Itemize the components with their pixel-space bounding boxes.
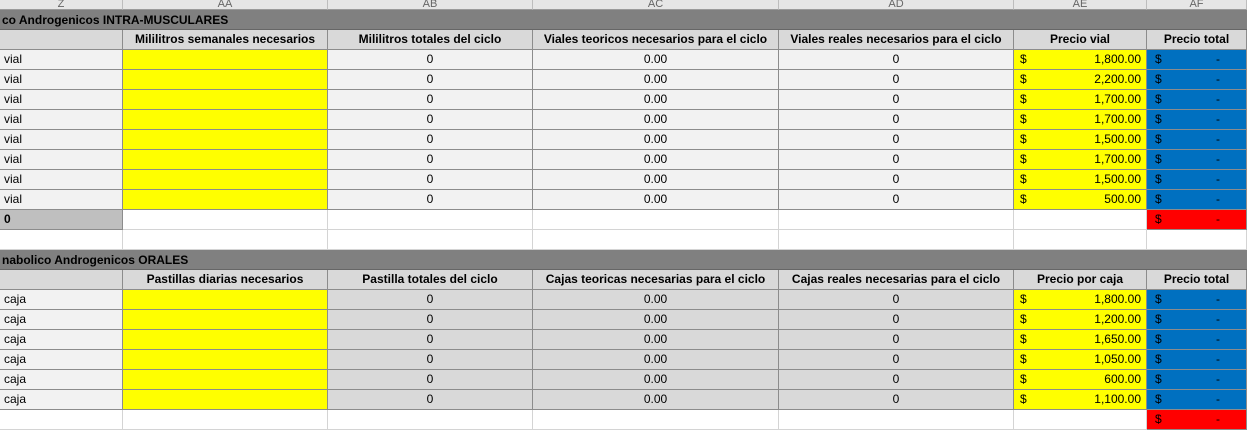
header-cell[interactable]: Precio vial <box>1014 30 1147 50</box>
unit-cell[interactable]: vial <box>0 130 123 150</box>
table-row <box>0 290 1247 310</box>
total-price-cell[interactable] <box>1147 190 1247 210</box>
section1-header-row <box>0 30 1247 50</box>
table-row <box>0 90 1247 110</box>
currency-symbol: $ <box>1020 192 1027 206</box>
theoretical-cell[interactable]: 0.00 <box>533 70 779 90</box>
column-header-ae[interactable]: AE <box>1014 0 1147 10</box>
unit-cell[interactable]: vial <box>0 170 123 190</box>
total-price-value: - <box>1216 352 1220 366</box>
theoretical-cell[interactable]: 0.00 <box>533 350 779 370</box>
unit-cell[interactable]: vial <box>0 150 123 170</box>
table-row <box>0 310 1247 330</box>
summary-cell[interactable]: 0 <box>0 210 123 230</box>
price-value: 1,800.00 <box>1094 52 1141 66</box>
input-cell[interactable] <box>123 310 328 330</box>
table-row <box>0 190 1247 210</box>
price-value: 1,700.00 <box>1094 152 1141 166</box>
price-cell[interactable] <box>1014 390 1147 410</box>
total-price-cell[interactable] <box>1147 390 1247 410</box>
input-cell[interactable] <box>123 50 328 70</box>
price-value: 1,800.00 <box>1094 292 1141 306</box>
price-value: 1,100.00 <box>1094 392 1141 406</box>
empty-cell[interactable] <box>123 410 328 430</box>
currency-symbol: $ <box>1155 92 1162 106</box>
currency-symbol: $ <box>1155 292 1162 306</box>
column-header-row <box>0 0 1247 10</box>
grand-total-value: - <box>1216 412 1220 426</box>
unit-cell[interactable]: caja <box>0 390 123 410</box>
header-cell[interactable] <box>0 30 123 50</box>
column-header-ab[interactable]: AB <box>328 0 533 10</box>
unit-cell[interactable]: vial <box>0 90 123 110</box>
total-cell[interactable]: 0 <box>328 110 533 130</box>
total-price-value: - <box>1216 292 1220 306</box>
empty-row <box>0 230 1247 250</box>
input-cell[interactable] <box>123 150 328 170</box>
total-price-value: - <box>1216 172 1220 186</box>
total-cell[interactable]: 0 <box>328 290 533 310</box>
header-cell[interactable]: Viales reales necesarios para el ciclo <box>779 30 1014 50</box>
theoretical-cell[interactable]: 0.00 <box>533 390 779 410</box>
input-cell[interactable] <box>123 110 328 130</box>
empty-cell[interactable] <box>0 230 123 250</box>
empty-cell[interactable] <box>1014 210 1147 230</box>
real-cell[interactable]: 0 <box>779 70 1014 90</box>
empty-cell[interactable] <box>1147 230 1247 250</box>
total-cell[interactable]: 0 <box>328 50 533 70</box>
theoretical-cell[interactable]: 0.00 <box>533 90 779 110</box>
input-cell[interactable] <box>123 190 328 210</box>
theoretical-cell[interactable]: 0.00 <box>533 150 779 170</box>
real-cell[interactable]: 0 <box>779 90 1014 110</box>
total-price-value: - <box>1216 52 1220 66</box>
column-header-af[interactable]: AF <box>1147 0 1247 10</box>
total-price-value: - <box>1216 192 1220 206</box>
input-cell[interactable] <box>123 130 328 150</box>
currency-symbol: $ <box>1155 412 1162 426</box>
input-cell[interactable] <box>123 70 328 90</box>
price-cell[interactable] <box>1014 350 1147 370</box>
price-cell[interactable] <box>1014 150 1147 170</box>
header-cell[interactable]: Precio por caja <box>1014 270 1147 290</box>
theoretical-cell[interactable]: 0.00 <box>533 50 779 70</box>
input-cell[interactable] <box>123 90 328 110</box>
empty-cell[interactable] <box>779 230 1014 250</box>
real-cell[interactable]: 0 <box>779 330 1014 350</box>
empty-cell[interactable] <box>328 230 533 250</box>
currency-symbol: $ <box>1020 372 1027 386</box>
total-price-value: - <box>1216 372 1220 386</box>
price-value: 1,700.00 <box>1094 112 1141 126</box>
currency-symbol: $ <box>1020 392 1027 406</box>
unit-cell[interactable]: vial <box>0 110 123 130</box>
theoretical-cell[interactable]: 0.00 <box>533 370 779 390</box>
section-title-intramuscular[interactable]: co Androgenicos INTRA-MUSCULARES <box>0 10 1247 30</box>
theoretical-cell[interactable]: 0.00 <box>533 330 779 350</box>
unit-cell[interactable]: vial <box>0 50 123 70</box>
price-value: 1,200.00 <box>1094 312 1141 326</box>
theoretical-cell[interactable]: 0.00 <box>533 110 779 130</box>
price-cell[interactable] <box>1014 90 1147 110</box>
theoretical-cell[interactable]: 0.00 <box>533 170 779 190</box>
currency-symbol: $ <box>1155 172 1162 186</box>
total-price-value: - <box>1216 392 1220 406</box>
currency-symbol: $ <box>1155 372 1162 386</box>
currency-symbol: $ <box>1155 72 1162 86</box>
empty-cell[interactable] <box>533 410 779 430</box>
table-row <box>0 50 1247 70</box>
currency-symbol: $ <box>1155 192 1162 206</box>
column-header-ac[interactable]: AC <box>533 0 779 10</box>
currency-symbol: $ <box>1155 212 1162 226</box>
currency-symbol: $ <box>1020 92 1027 106</box>
real-cell[interactable]: 0 <box>779 310 1014 330</box>
total-cell[interactable]: 0 <box>328 190 533 210</box>
price-cell[interactable] <box>1014 190 1147 210</box>
table-row <box>0 330 1247 350</box>
theoretical-cell[interactable]: 0.00 <box>533 130 779 150</box>
column-header-z[interactable]: Z <box>0 0 123 10</box>
table-row <box>0 350 1247 370</box>
theoretical-cell[interactable]: 0.00 <box>533 190 779 210</box>
real-cell[interactable]: 0 <box>779 50 1014 70</box>
total-price-cell[interactable] <box>1147 310 1247 330</box>
currency-symbol: $ <box>1155 332 1162 346</box>
real-cell[interactable]: 0 <box>779 150 1014 170</box>
price-cell[interactable] <box>1014 50 1147 70</box>
currency-symbol: $ <box>1020 72 1027 86</box>
currency-symbol: $ <box>1020 312 1027 326</box>
empty-cell[interactable] <box>123 210 328 230</box>
total-price-cell[interactable] <box>1147 170 1247 190</box>
section1-summary-row <box>0 210 1247 230</box>
header-cell[interactable]: Precio total <box>1147 270 1247 290</box>
total-price-value: - <box>1216 152 1220 166</box>
currency-symbol: $ <box>1020 332 1027 346</box>
empty-cell[interactable] <box>1014 410 1147 430</box>
empty-cell[interactable] <box>1014 230 1147 250</box>
currency-symbol: $ <box>1020 152 1027 166</box>
price-value: 1,050.00 <box>1094 352 1141 366</box>
currency-symbol: $ <box>1155 312 1162 326</box>
total-price-cell[interactable] <box>1147 90 1247 110</box>
grand-total-value: - <box>1216 212 1220 226</box>
currency-symbol: $ <box>1155 352 1162 366</box>
column-header-aa[interactable]: AA <box>123 0 328 10</box>
currency-symbol: $ <box>1155 392 1162 406</box>
total-price-cell[interactable] <box>1147 130 1247 150</box>
input-cell[interactable] <box>123 170 328 190</box>
header-cell[interactable]: Pastillas diarias necesarios <box>123 270 328 290</box>
total-cell[interactable]: 0 <box>328 370 533 390</box>
unit-cell[interactable]: caja <box>0 310 123 330</box>
table-row <box>0 370 1247 390</box>
input-cell[interactable] <box>123 290 328 310</box>
total-cell[interactable]: 0 <box>328 130 533 150</box>
real-cell[interactable]: 0 <box>779 290 1014 310</box>
grand-total-cell[interactable] <box>1147 410 1247 430</box>
table-row <box>0 150 1247 170</box>
total-cell[interactable]: 0 <box>328 350 533 370</box>
table-row <box>0 110 1247 130</box>
real-cell[interactable]: 0 <box>779 190 1014 210</box>
total-price-cell[interactable] <box>1147 290 1247 310</box>
table-row <box>0 130 1247 150</box>
input-cell[interactable] <box>123 370 328 390</box>
total-cell[interactable]: 0 <box>328 310 533 330</box>
table-row <box>0 170 1247 190</box>
currency-symbol: $ <box>1020 352 1027 366</box>
price-cell[interactable] <box>1014 70 1147 90</box>
currency-symbol: $ <box>1020 52 1027 66</box>
total-price-cell[interactable] <box>1147 350 1247 370</box>
unit-cell[interactable]: vial <box>0 190 123 210</box>
empty-cell[interactable] <box>123 230 328 250</box>
input-cell[interactable] <box>123 330 328 350</box>
empty-cell[interactable] <box>0 410 123 430</box>
price-value: 1,500.00 <box>1094 172 1141 186</box>
price-cell[interactable] <box>1014 330 1147 350</box>
theoretical-cell[interactable]: 0.00 <box>533 310 779 330</box>
total-price-cell[interactable] <box>1147 70 1247 90</box>
total-price-value: - <box>1216 112 1220 126</box>
currency-symbol: $ <box>1020 172 1027 186</box>
currency-symbol: $ <box>1020 292 1027 306</box>
total-price-value: - <box>1216 92 1220 106</box>
price-value: 600.00 <box>1104 372 1141 386</box>
price-cell[interactable] <box>1014 310 1147 330</box>
unit-cell[interactable]: vial <box>0 70 123 90</box>
currency-symbol: $ <box>1020 112 1027 126</box>
unit-cell[interactable]: caja <box>0 350 123 370</box>
price-cell[interactable] <box>1014 110 1147 130</box>
price-cell[interactable] <box>1014 170 1147 190</box>
header-cell[interactable]: Cajas teoricas necesarias para el ciclo <box>533 270 779 290</box>
real-cell[interactable]: 0 <box>779 390 1014 410</box>
currency-symbol: $ <box>1155 152 1162 166</box>
header-cell[interactable]: Pastilla totales del ciclo <box>328 270 533 290</box>
price-value: 1,500.00 <box>1094 132 1141 146</box>
section-title-oral[interactable]: nabolico Androgenicos ORALES <box>0 250 1247 270</box>
table-row <box>0 390 1247 410</box>
unit-cell[interactable]: caja <box>0 330 123 350</box>
real-cell[interactable]: 0 <box>779 350 1014 370</box>
theoretical-cell[interactable]: 0.00 <box>533 290 779 310</box>
input-cell[interactable] <box>123 390 328 410</box>
currency-symbol: $ <box>1155 52 1162 66</box>
header-cell[interactable]: Mililitros totales del ciclo <box>328 30 533 50</box>
header-cell[interactable] <box>0 270 123 290</box>
total-cell[interactable]: 0 <box>328 150 533 170</box>
grand-total-cell[interactable] <box>1147 210 1247 230</box>
header-cell[interactable]: Precio total <box>1147 30 1247 50</box>
price-cell[interactable] <box>1014 290 1147 310</box>
price-value: 1,700.00 <box>1094 92 1141 106</box>
currency-symbol: $ <box>1155 112 1162 126</box>
empty-cell[interactable] <box>779 410 1014 430</box>
total-price-value: - <box>1216 312 1220 326</box>
total-price-cell[interactable] <box>1147 150 1247 170</box>
header-cell[interactable]: Viales teoricos necesarios para el ciclo <box>533 30 779 50</box>
total-price-cell[interactable] <box>1147 330 1247 350</box>
price-value: 500.00 <box>1104 192 1141 206</box>
total-cell[interactable]: 0 <box>328 390 533 410</box>
unit-cell[interactable]: caja <box>0 370 123 390</box>
real-cell[interactable]: 0 <box>779 130 1014 150</box>
input-cell[interactable] <box>123 350 328 370</box>
total-price-cell[interactable] <box>1147 50 1247 70</box>
real-cell[interactable]: 0 <box>779 170 1014 190</box>
header-cell[interactable]: Cajas reales necesarias para el ciclo <box>779 270 1014 290</box>
section2-summary-row <box>0 410 1247 430</box>
empty-cell[interactable] <box>328 210 533 230</box>
column-header-ad[interactable]: AD <box>779 0 1014 10</box>
empty-cell[interactable] <box>328 410 533 430</box>
empty-cell[interactable] <box>533 230 779 250</box>
total-cell[interactable]: 0 <box>328 90 533 110</box>
total-price-value: - <box>1216 132 1220 146</box>
total-price-value: - <box>1216 332 1220 346</box>
real-cell[interactable]: 0 <box>779 110 1014 130</box>
currency-symbol: $ <box>1155 132 1162 146</box>
table-row <box>0 70 1247 90</box>
price-value: 2,200.00 <box>1094 72 1141 86</box>
empty-cell[interactable] <box>779 210 1014 230</box>
header-cell[interactable]: Mililitros semanales necesarios <box>123 30 328 50</box>
section2-header-row <box>0 270 1247 290</box>
total-price-cell[interactable] <box>1147 110 1247 130</box>
real-cell[interactable]: 0 <box>779 370 1014 390</box>
empty-cell[interactable] <box>533 210 779 230</box>
price-cell[interactable] <box>1014 370 1147 390</box>
unit-cell[interactable]: caja <box>0 290 123 310</box>
total-price-value: - <box>1216 72 1220 86</box>
total-price-cell[interactable] <box>1147 370 1247 390</box>
price-cell[interactable] <box>1014 130 1147 150</box>
currency-symbol: $ <box>1020 132 1027 146</box>
total-cell[interactable]: 0 <box>328 330 533 350</box>
price-value: 1,650.00 <box>1094 332 1141 346</box>
total-cell[interactable]: 0 <box>328 70 533 90</box>
total-cell[interactable]: 0 <box>328 170 533 190</box>
